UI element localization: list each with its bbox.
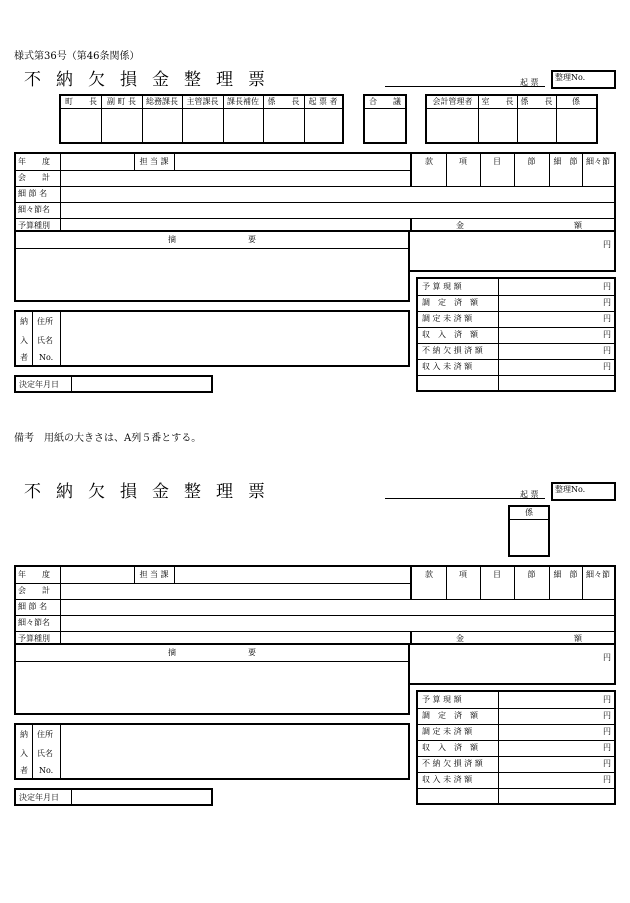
label-yosan-shubetsu-2: 予算種別 [18,634,50,643]
col-setsu: 節 [527,157,536,166]
yen-2-4: 円 [603,743,611,752]
approval-stamp-kakari-2 [508,505,550,557]
kingaku-box-2[interactable] [408,643,616,685]
amount-label-shunyu-mi-2: 収 入 未 済 額 [422,775,473,784]
label-nyu-2: 入 [20,749,28,758]
yen-5: 円 [603,346,611,355]
seiri-no-label-2: 整理No. [555,485,586,494]
label-saisetsumei-2: 細 節 名 [18,602,48,611]
form-title: 不納欠損金整理票 [24,70,280,90]
label-no: No. [39,353,54,362]
label-tantouka-2: 担 当 課 [139,570,169,579]
payer-box-2[interactable] [14,723,410,780]
yen-2-2: 円 [603,711,611,720]
form-title-2: 不納欠損金整理票 [24,482,280,502]
amount-label-funo-2: 不 納 欠 損 済 額 [422,759,483,768]
form-number: 様式第36号（第46条関係） [14,51,140,62]
stamp-label-kihyosha: 起 票 者 [308,97,338,106]
stamp-label-hosa: 課長補佐 [227,97,259,106]
label-nendo: 年 度 [18,157,50,166]
yen-2-3: 円 [603,727,611,736]
kingaku-yen: 円 [603,240,611,249]
yen-2-5: 円 [603,759,611,768]
col-kou-2: 項 [459,570,467,579]
kingaku-box[interactable] [408,230,616,272]
yen-2: 円 [603,298,611,307]
stamp-label-kaikeikanrisha: 会計管理者 [432,97,473,106]
label-kettei-2: 決定年月日 [19,793,59,802]
approval-stamps-main [59,94,344,144]
yen-2-6: 円 [603,775,611,784]
amount-label-shunyu-mi: 収 入 未 済 額 [422,362,473,371]
col-kan: 款 [425,157,433,166]
yen-1: 円 [603,282,611,291]
col-saisetsu: 細 節 [553,157,578,166]
stamp-label-shitsucho: 室 長 [481,97,514,106]
label-jusho: 住所 [37,317,53,326]
label-nendo-2: 年 度 [18,570,50,579]
label-saisaisetsumei: 細々節名 [18,205,50,214]
stamp-label-kakaricho: 係 長 [267,97,300,106]
col-saisaisetsu: 細々節 [586,157,610,166]
note: 備考 用紙の大きさは、A列５番とする。 [14,433,202,444]
tekiyo-box[interactable] [14,230,410,302]
info-grid-2 [14,565,616,645]
kihyo-label: 起 票 [520,78,539,87]
decision-date-box-2[interactable] [14,788,213,806]
label-kingaku: 金 額 [456,221,582,230]
payer-box[interactable] [14,310,410,367]
label-tekiyo: 摘 要 [168,235,256,244]
kingaku-yen-2: 円 [603,653,611,662]
label-shimei: 氏名 [37,336,53,345]
label-nou-2: 納 [20,730,28,739]
label-tekiyo-2: 摘 要 [168,648,256,657]
yen-4: 円 [603,330,611,339]
stamp-label-aigi: 合 議 [369,97,401,106]
approval-stamps-accounting [425,94,598,144]
info-grid [14,152,616,232]
stamp-label-shukan: 主管課長 [186,97,219,106]
label-saisaisetsumei-2: 細々節名 [18,618,50,627]
stamp-label-somu: 総務課長 [146,97,178,106]
amount-label-chotei: 調 定 済 額 [422,298,478,307]
col-kou: 項 [459,157,467,166]
label-kettei: 決定年月日 [19,380,59,389]
seiri-no-box-2[interactable] [551,482,616,501]
approval-stamp-aigi [363,94,407,144]
col-saisaisetsu-2: 細々節 [586,570,610,579]
seiri-no-label: 整理No. [555,73,586,82]
stamp-label-kakaricho2: 係 長 [520,97,553,106]
col-kan-2: 款 [425,570,433,579]
col-moku: 目 [493,157,501,166]
label-no-2: No. [39,766,54,775]
label-nyu: 入 [20,336,28,345]
amount-label-chotei-mi-2: 調 定 未 済 額 [422,727,473,736]
label-kaikei-2: 会 計 [18,586,50,595]
label-jusho-2: 住所 [37,730,53,739]
col-setsu-2: 節 [527,570,536,579]
label-saisetsumei: 細 節 名 [18,189,48,198]
stamp-label-chocho: 町 長 [65,97,97,106]
yen-3: 円 [603,314,611,323]
col-saisetsu-2: 細 節 [553,570,578,579]
amount-label-yosan: 予 算 現 額 [422,282,462,291]
label-kingaku-2: 金 額 [456,634,582,643]
stamp-label-kakari: 係 [572,97,580,106]
yen-6: 円 [603,362,611,371]
col-moku-2: 目 [493,570,501,579]
label-nou: 納 [20,317,28,326]
label-sha: 者 [20,353,28,362]
label-kaikei: 会 計 [18,173,50,182]
decision-date-box[interactable] [14,375,213,393]
label-sha-2: 者 [20,766,28,775]
amount-label-chotei-mi: 調 定 未 済 額 [422,314,473,323]
seiri-no-box[interactable] [551,70,616,89]
kihyo-label-2: 起 票 [520,490,539,499]
label-shimei-2: 氏名 [37,749,53,758]
amount-label-shunyu-2: 収 入 済 額 [422,743,478,752]
amount-label-yosan-2: 予 算 現 額 [422,695,462,704]
stamp-label-fukuchocho: 副 町 長 [106,97,137,106]
label-yosan-shubetsu: 予算種別 [18,221,50,230]
yen-2-1: 円 [603,695,611,704]
amount-label-chotei-2: 調 定 済 額 [422,711,478,720]
amounts-table-2 [416,690,616,805]
amount-label-shunyu: 収 入 済 額 [422,330,478,339]
amounts-table [416,277,616,392]
stamp-label-kakari-2: 係 [525,508,533,517]
tekiyo-box-2[interactable] [14,643,410,715]
amount-label-funo: 不 納 欠 損 済 額 [422,346,483,355]
label-tantouka: 担 当 課 [139,157,169,166]
